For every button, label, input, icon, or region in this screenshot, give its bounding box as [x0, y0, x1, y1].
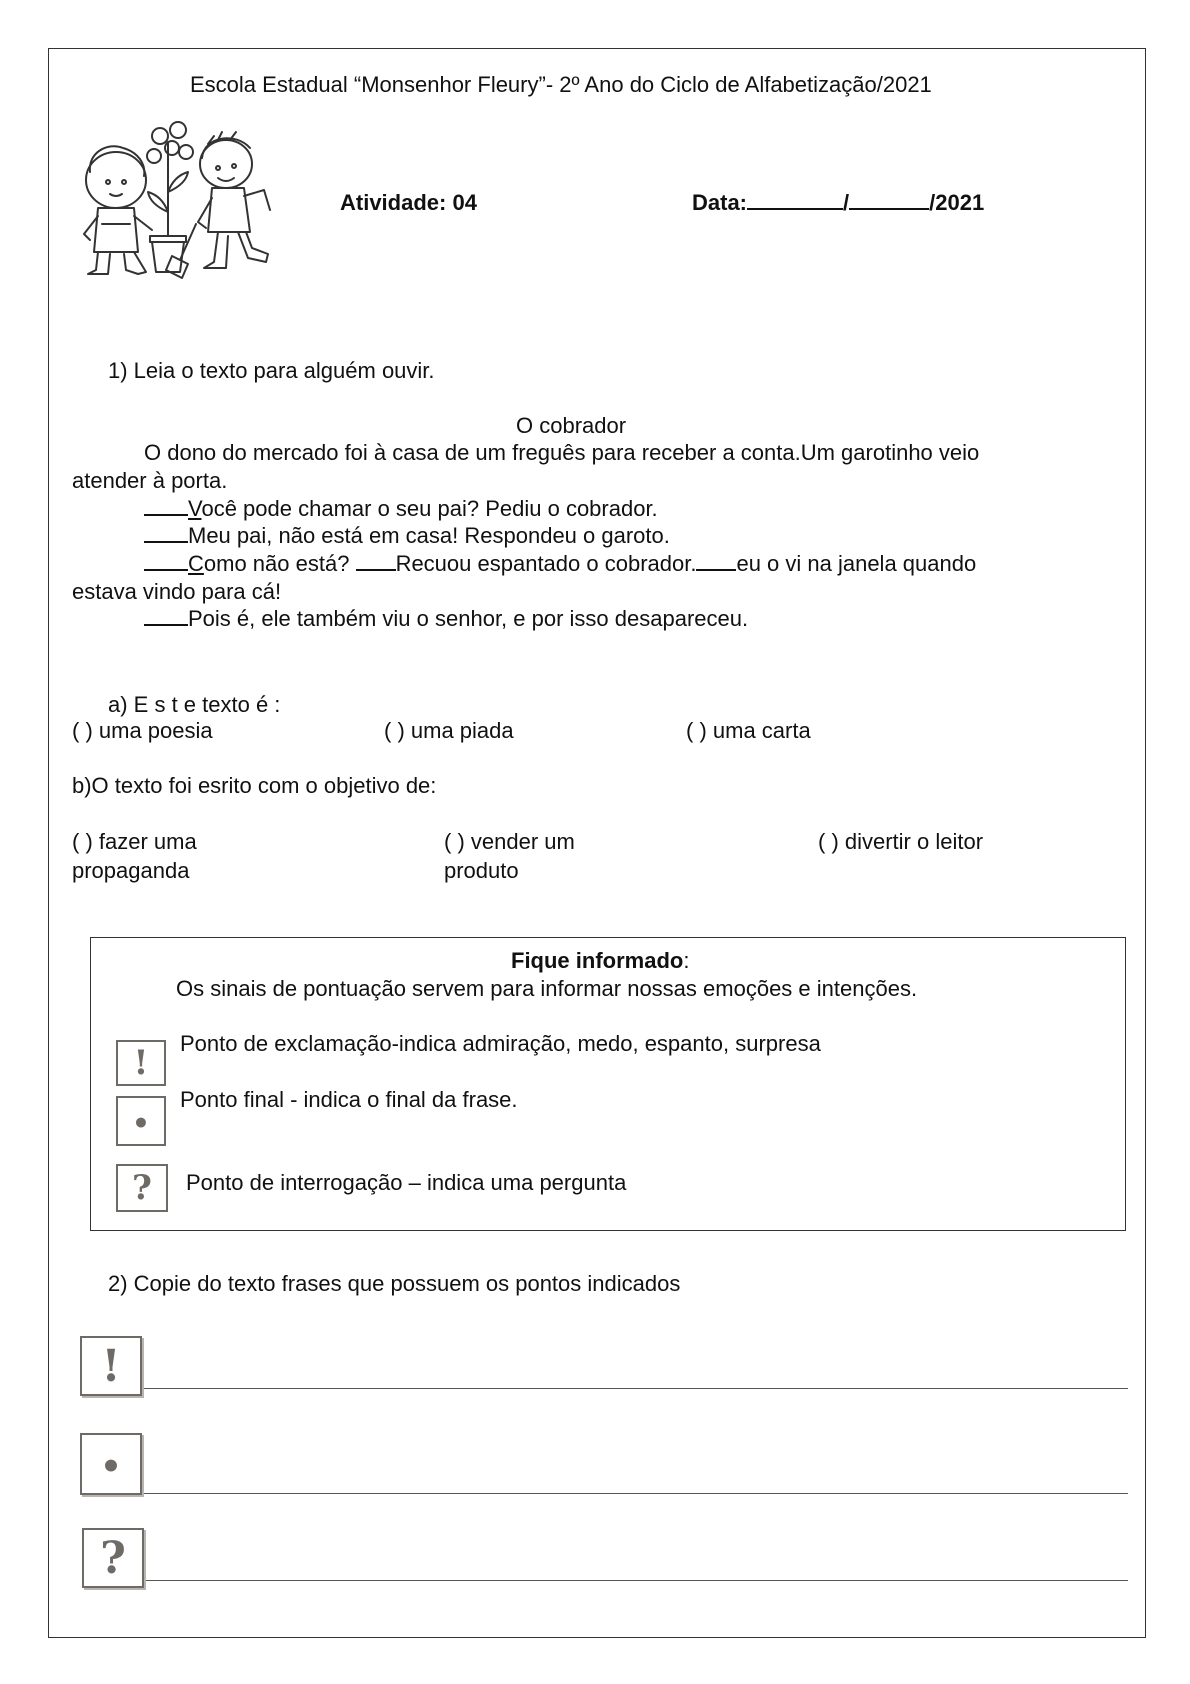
- qa-option-poesia[interactable]: ( ) uma poesia: [72, 718, 213, 743]
- date-year: /2021: [929, 190, 985, 215]
- exclamation-icon: !: [80, 1336, 142, 1396]
- punctuation-blank[interactable]: [356, 551, 396, 571]
- punctuation-blank[interactable]: [696, 551, 736, 571]
- qb-option-text: produto: [444, 858, 519, 884]
- date-separator: /: [843, 190, 850, 215]
- info-title: [511, 948, 689, 974]
- q2-instruction: 2) Copie do texto frases que possuem os pontos indicados: [108, 1271, 681, 1296]
- period-icon: •: [116, 1096, 166, 1146]
- info-title-text: Fique informado: [511, 948, 684, 973]
- question-icon: ?: [116, 1164, 168, 1212]
- dialogue-line-2: [144, 523, 670, 549]
- answer-line-question[interactable]: [146, 1580, 1128, 1581]
- info-item-exclamation: Ponto de exclamação-indica admiração, medo, espanto, surpresa: [180, 1031, 821, 1056]
- dialogue-line-3: [144, 551, 976, 577]
- dialogue-text: eu o vi na janela quando: [736, 551, 977, 576]
- punctuation-blank[interactable]: [144, 551, 188, 571]
- qa-option-carta[interactable]: ( ) uma carta: [686, 718, 811, 743]
- punctuation-blank[interactable]: [144, 523, 188, 543]
- q1-instruction: 1) Leia o texto para alguém ouvir.: [108, 358, 435, 383]
- answer-line-exclamation[interactable]: [144, 1388, 1128, 1389]
- qa-option-piada[interactable]: ( ) uma piada: [384, 718, 514, 743]
- story-paragraph-line-1: O dono do mercado foi à casa de um freguês para receber a conta.Um garotinho veio: [144, 440, 980, 465]
- dialogue-line-4: [144, 606, 748, 632]
- info-item-period: Ponto final - indica o final da frase.: [180, 1087, 518, 1112]
- dialogue-first-letter: V: [188, 496, 202, 521]
- children-planting-illustration: [68, 112, 308, 282]
- punctuation-blank[interactable]: [144, 606, 188, 626]
- info-intro: Os sinais de pontuação servem para informar nossas emoções e intenções.: [176, 976, 918, 1001]
- date-day-blank[interactable]: [747, 190, 843, 210]
- punctuation-blank[interactable]: [144, 496, 188, 516]
- qb-option-text: ( ) vender um: [444, 829, 575, 854]
- dialogue-text: ocê pode chamar o seu pai? Pediu o cobrador.: [201, 496, 658, 521]
- story-title: O cobrador: [516, 413, 627, 438]
- question-icon: ?: [82, 1528, 144, 1588]
- qb-option-produto[interactable]: [444, 829, 575, 885]
- answer-line-period[interactable]: [144, 1493, 1128, 1494]
- date-label: Data:: [692, 190, 748, 215]
- info-title-colon: :: [683, 948, 690, 973]
- date-month-blank[interactable]: [849, 190, 929, 210]
- dialogue-first-letter: C: [188, 551, 204, 576]
- dialogue-line-1: [144, 496, 658, 522]
- activity-label: Atividade: 04: [340, 190, 477, 215]
- story-paragraph-line-2: atender à porta.: [72, 468, 228, 493]
- dialogue-text: Meu pai, não está em casa! Respondeu o garoto.: [188, 523, 670, 548]
- qb-prompt: b)O texto foi esrito com o objetivo de:: [72, 773, 437, 798]
- dialogue-line-3-cont: estava vindo para cá!: [72, 579, 282, 604]
- qb-option-propaganda[interactable]: [72, 829, 197, 885]
- dialogue-text: Recuou espantado o cobrador.: [395, 551, 697, 576]
- qb-option-divertir[interactable]: ( ) divertir o leitor: [818, 829, 984, 854]
- school-header: Escola Estadual “Monsenhor Fleury”- 2º Ano do Ciclo de Alfabetização/2021: [190, 72, 932, 97]
- qb-option-text: propaganda: [72, 858, 190, 884]
- period-icon: •: [80, 1433, 142, 1495]
- qa-prompt: a) E s t e texto é :: [108, 692, 281, 717]
- exclamation-icon: !: [116, 1040, 166, 1086]
- dialogue-text: omo não está?: [203, 551, 356, 576]
- qb-option-text: ( ) fazer uma: [72, 829, 197, 854]
- info-item-question: Ponto de interrogação – indica uma pergunta: [186, 1170, 627, 1195]
- date-field: [692, 190, 984, 216]
- dialogue-text: Pois é, ele também viu o senhor, e por isso desapareceu.: [188, 606, 749, 631]
